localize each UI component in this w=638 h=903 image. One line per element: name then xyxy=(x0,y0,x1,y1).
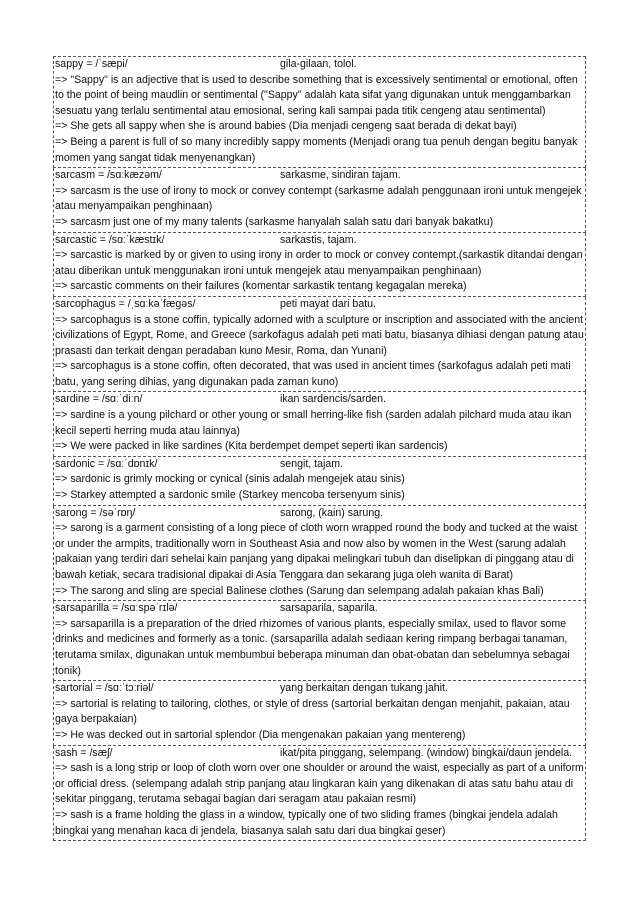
entry-headword-row xyxy=(55,457,584,473)
entry-sarcastic xyxy=(53,233,586,297)
entry-meaning: yang berkaitan dengan tukang jahit. xyxy=(280,682,448,695)
entry-term: sartorial = /sɑːˈtɔːriəl/ xyxy=(55,682,154,695)
entry-meaning: ikat/pita pinggang, selempang. (window) bingkai/daun jendela. xyxy=(280,746,573,759)
entry-headword-row xyxy=(55,601,584,617)
entry-definition: => sash is a frame holding the glass in a window, typically one of two sliding frames (bingkai jendela adalah bingkai yang menahan kaca di jendela, biasanya salah satu dari dua bingkai geser) xyxy=(55,808,558,837)
entry-meaning: ikan sardencis/sarden. xyxy=(280,393,386,406)
entry-sarcophagus xyxy=(53,297,586,393)
entry-definition: => sarsaparilla is a preparation of the dried rhizomes of various plants, especially smilax, used to flavor some drinks and medicines and formerly as a tonic. (sarsaparilla adalah sediaan kering rimpang berbagai tanaman, terutama smilax, digunakan untuk membumbui beberapa minuman dan obat-obatan dan sebelumnya sebagai tonik) xyxy=(55,617,570,677)
entry-definition: => sardine is a young pilchard or other young or small herring-like fish (sarden adalah pilchard muda atau ikan kecil seperti herring muda atau lainnya) xyxy=(55,409,572,437)
entry-definition: => sarcophagus is a stone coffin, typically adorned with a sculpture or inscription and associated with the ancient civilizations of Egypt, Rome, and Greece (sarkofagus adalah peti mati batu, biasanya dihiasi dengan patung atau prasasti dan terkait dengan peradaban kuno Mesir, Roma, dan Yunani) xyxy=(55,313,584,357)
entry-example: => sarcophagus is a stone coffin, often decorated, that was used in ancient times (sarkofagus adalah peti mati batu, yang sering dihias, yang digunakan pada zaman kuno) xyxy=(55,360,571,388)
entry-term: sardonic = /sɑːˈdɒnɪk/ xyxy=(55,457,158,470)
entry-example: => The sarong and sling are special Balinese clothes (Sarung dan selempang adalah pakaian khas Bali) xyxy=(55,584,544,597)
entry-meaning: gila-gilaan, tolol. xyxy=(280,58,357,70)
entry-sardine xyxy=(53,392,586,456)
entry-headword-row xyxy=(55,297,584,313)
entry-meaning: sengit, tajam. xyxy=(280,457,344,470)
entry-sappy xyxy=(53,56,586,168)
entry-term: sarcasm = /sɑːkæzəm/ xyxy=(55,169,162,182)
entry-headword-row xyxy=(55,681,584,697)
entry-definition: => sardonic is grimly mocking or cynical (sinis adalah mengejek atau sinis) xyxy=(55,473,405,486)
entry-meaning: sarkastis, tajam. xyxy=(280,233,357,246)
entry-definition: => sash is a long strip or loop of cloth worn over one shoulder or around the waist, especially as part of a uniform or official dress. (selempang adalah strip panjang atau lingkaran kain yang dikenakan di atas satu bahu atau di sekitar pinggang, terutama sebagai bagian dari seragam atau pakaian resmi) xyxy=(55,762,584,806)
entry-example: => Starkey attempted a sardonic smile (Starkey mencoba tersenyum sinis) xyxy=(55,489,405,502)
entry-headword-row xyxy=(55,233,584,249)
entry-headword-row xyxy=(55,746,584,762)
entry-term: sarsaparilla = /sɑːspəˈrɪlə/ xyxy=(55,602,178,615)
entry-term: sappy = /ˈsæpi/ xyxy=(55,58,128,70)
entry-definition: => sarong is a garment consisting of a long piece of cloth worn wrapped round the body and tucked at the waist or under the armpits, traditionally worn in Southeast Asia and now also by women in the West (sarung adalah pakaian yang terdiri dari sehelai kain panjang yang dipakai melingkari tubuh dan diselipkan di pinggang atau di bawah ketiak, secara tradisional dipakai di Asia Tenggara dan sekarang juga oleh wanita di Barat) xyxy=(55,522,578,581)
entry-term: sash = /sæʃ/ xyxy=(55,746,113,759)
entry-example: => We were packed in like sardines (Kita berdempet dempet seperti ikan sardencis) xyxy=(55,440,448,453)
entry-meaning: peti mayat dari batu. xyxy=(280,297,376,310)
entry-definition: => sartorial is relating to tailoring, clothes, or style of dress (sartorial berkaitan dengan menjahit, pakaian, atau gaya berpakaian) xyxy=(55,697,570,726)
entry-definition: => "Sappy" is an adjective that is used to describe something that is excessively sentimental or emotional, often to the point of being maudlin or sentimental ("Sappy" adalah kata sifat yang digunakan untuk menggambarkan sesuatu yang terlalu sentimental atau emosional, sering kali sampai pada titik cengeng atau sentimental) xyxy=(55,73,578,117)
entry-definition: => sarcasm is the use of irony to mock or convey contempt (sarkasme adalah penggunaan ironi untuk mengejek atau menyampaikan penghinaan) xyxy=(55,184,582,213)
entry-meaning: sarong, (kain) sarung. xyxy=(280,506,384,519)
entry-term: sarong = /səˈrɒŋ/ xyxy=(55,506,136,519)
entry-example: => sarcasm just one of my many talents (sarkasme hanyalah salah satu dari banyak bakatku) xyxy=(55,215,494,228)
entry-headword-row xyxy=(55,57,584,73)
entry-example: => Being a parent is full of so many incredibly sappy moments (Menjadi orang tua penuh dengan begitu banyak momen yang sangat tidak menyenangkan) xyxy=(55,135,578,164)
entry-definition: => sarcastic is marked by or given to using irony in order to mock or convey contempt.(sarkastik ditandai dengan atau diberikan untuk menggunakan ironi untuk mengejek atau menyampaikan penghinaan) xyxy=(55,249,583,277)
entry-sash xyxy=(53,746,586,842)
entry-sarsaparilla xyxy=(53,601,586,681)
entry-example: => sarcastic comments on their failures (komentar sarkastik tentang kegagalan mereka) xyxy=(55,280,467,293)
entry-example: => She gets all sappy when she is around babies (Dia menjadi cengeng saat berada di dekat bayi) xyxy=(55,120,517,133)
entry-term: sarcastic = /sɑːˈkæstɪk/ xyxy=(55,233,165,246)
entry-sarcasm xyxy=(53,168,586,232)
entry-headword-row xyxy=(55,506,584,522)
entry-term: sardine = /sɑːˈdiːn/ xyxy=(55,393,143,406)
entry-meaning: sarkasme, sindiran tajam. xyxy=(280,169,401,182)
entry-meaning: sarsaparila, saparila. xyxy=(280,602,378,615)
entry-sartorial xyxy=(53,681,586,745)
dictionary-entries xyxy=(53,56,586,841)
entry-headword-row xyxy=(55,392,584,408)
entry-example: => He was decked out in sartorial splendor (Dia mengenakan pakaian yang mentereng) xyxy=(55,728,466,741)
entry-sardonic xyxy=(53,457,586,506)
entry-sarong xyxy=(53,506,586,602)
entry-term: sarcophagus = /ˌsɑːkəˈfægəs/ xyxy=(55,297,196,310)
entry-headword-row xyxy=(55,168,584,184)
